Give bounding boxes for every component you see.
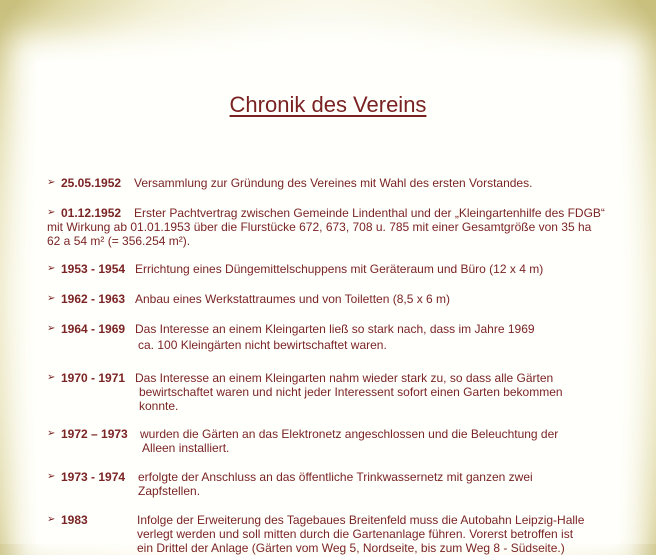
entry-date: 1970 - 1971	[61, 371, 126, 385]
entry-date: 25.05.1952	[61, 176, 122, 190]
entry-text	[140, 427, 617, 455]
entry-text-line: Alleen installiert.	[142, 441, 230, 455]
entry-text-line: Das Interesse an einem Kleingarten nahm wieder stark zu, so dass alle Gärten	[135, 371, 554, 385]
entry-date: 1964 - 1969	[61, 322, 126, 336]
arrow-bullet-icon: ➢	[47, 428, 56, 439]
entry-text	[138, 470, 617, 498]
entry-text	[135, 262, 617, 276]
arrow-bullet-icon: ➢	[47, 177, 56, 188]
entry-date: 1953 - 1954	[61, 262, 126, 276]
entry-text-line: bewirtschaftet waren und nicht jeder Interessent sofort einen Garten bekommen	[139, 385, 563, 399]
entry-text	[135, 292, 617, 306]
entry-text-line: Versammlung zur Gründung des Vereines mit Wahl des ersten Vorstandes.	[134, 176, 533, 190]
chronicle-entry	[47, 292, 617, 306]
arrow-bullet-icon: ➢	[47, 372, 56, 383]
entry-text-line: Zapfstellen.	[138, 484, 201, 498]
entry-date: 1962 - 1963	[61, 292, 126, 306]
chronicle-entry	[47, 371, 617, 413]
chronicle-entry	[47, 262, 617, 276]
entry-text-line: ein Drittel der Anlage (Gärten vom Weg 5, Nordseite, bis zum Weg 8 - Südseite.)	[137, 541, 565, 555]
entry-text	[135, 322, 617, 352]
chronicle-entry	[47, 176, 617, 190]
entry-text	[47, 206, 617, 248]
entry-text	[134, 176, 617, 190]
chronicle-entry	[47, 513, 617, 555]
entry-text-line: erfolgte der Anschluss an das öffentliche Trinkwassernetz mit ganzen zwei	[138, 470, 533, 484]
chronicle-entry	[47, 427, 617, 455]
entry-text	[137, 513, 617, 555]
entry-text-line: ca. 100 Kleingärten nicht bewirtschaftet waren.	[138, 338, 387, 352]
entry-text-line: Infolge der Erweiterung des Tagebaues Breitenfeld muss die Autobahn Leipzig-Halle	[137, 513, 585, 527]
arrow-bullet-icon: ➢	[47, 263, 56, 274]
entry-date: 01.12.1952	[61, 206, 122, 220]
entry-text-line: Das Interesse an einem Kleingarten ließ so stark nach, dass im Jahre 1969	[135, 322, 535, 336]
entry-text	[135, 371, 617, 413]
arrow-bullet-icon: ➢	[47, 207, 56, 218]
entry-text-line: wurden die Gärten an das Elektronetz angeschlossen und die Beleuchtung der	[140, 427, 559, 441]
page-title: Chronik des Vereins	[229, 92, 427, 117]
entry-date: 1973 - 1974	[61, 470, 126, 484]
entry-text-line: verlegt werden und soll mitten durch die Gartenanlage führen. Vorerst betroffen ist	[137, 527, 574, 541]
chronicle-entry	[47, 470, 617, 498]
entry-text-line: Erster Pachtvertrag zwischen Gemeinde Lindenthal und der „Kleingartenhilfe des FDGB“ mit Wirkung ab 01.01.1953 über die Flurstücke 672, 673, 708 u. 785 mit einer Gesamtgröße von 35 ha 62 a 54 m² (= 356.254 m²).	[47, 206, 605, 248]
entry-text-line: konnte.	[139, 399, 179, 413]
entry-date: 1983	[61, 513, 88, 527]
entry-text-line: Anbau eines Werkstattraumes und von Toiletten (8,5 x 6 m)	[135, 292, 451, 306]
arrow-bullet-icon: ➢	[47, 293, 56, 304]
entry-text-line: Errichtung eines Düngemittelschuppens mit Geräteraum und Büro (12 x 4 m)	[135, 262, 544, 276]
arrow-bullet-icon: ➢	[47, 471, 56, 482]
entry-date: 1972 – 1973	[61, 427, 128, 441]
chronicle-entry	[47, 206, 617, 248]
chronicle-entry	[47, 322, 617, 354]
arrow-bullet-icon: ➢	[47, 514, 56, 525]
arrow-bullet-icon: ➢	[47, 323, 56, 334]
